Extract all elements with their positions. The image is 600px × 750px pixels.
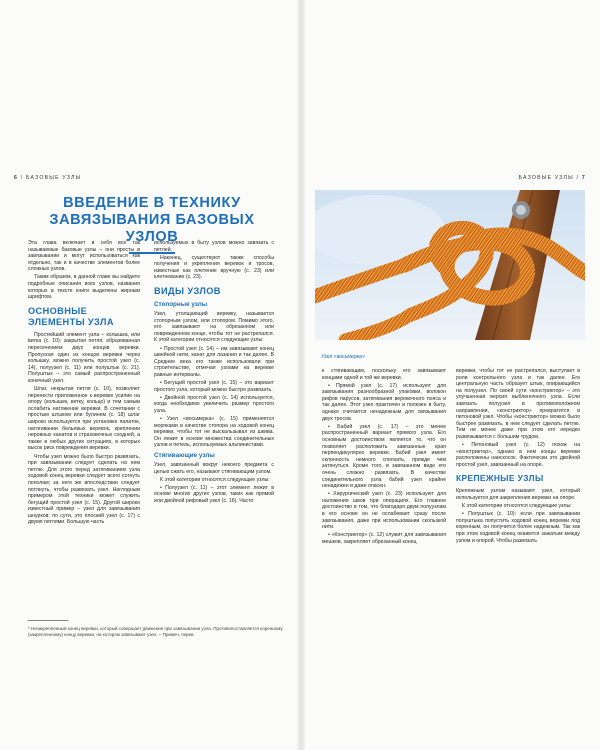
- page-gutter: [297, 0, 305, 750]
- paragraph-weaving: Наконец, существуют также способы получения и укрепления веревок и тросов, известные как плетение вручную (с. 23) или клетневание (с. 23).: [154, 254, 274, 281]
- footnote: * Незакрепленный конец веревки, который совершает движение при завязывании узла. Противопоставляется коренному (закрепленному) концу веревки, на котором завязывают узел. – Примеч. перев.: [28, 626, 283, 637]
- running-head-left: 6 / БАЗОВЫЕ УЗЛЫ: [14, 175, 82, 181]
- paragraph-binding-category: К этой категории относятся следующие узлы:: [160, 476, 270, 483]
- paragraph-shlag: Шлаг, некрытая петля (с. 10), позволяет перенести приложенное к веревке усилие на опору (колышек, ветку, кольцо) и тем самым ослабить натяжение веревки. В сочетании с простым штыком или булинем (с. 18) шлаг широко используется при установке палаток, натягивании бельевых веревок, креплении неровных канатов и страховочных сходней, а также в любых других ситуациях, в которых высок риск повреждения веревки.: [28, 386, 140, 452]
- paragraph-loop: Чтобы узел можно было быстро развязать, при завязывании следует сделать на нем петлю. Для этого перед затягиванием узла ходовой конец веревки следует всего согнуть пополам; за него же впоследствии следует потянуть, чтобы развязать узел. Наглядным примером этой техники может служить бегущий простой узел (с. 15). Другой широко известный пример – узел для завязывания шнурков: по сути, это плоский узел (с. 17) с двумя петлями. Большую часть: [28, 453, 140, 526]
- paragraph-binding-continuation: к стягивающим, поскольку его завязывают концами одной и той же веревки.: [322, 368, 446, 381]
- subheading-stopper-knots: Стопорные узлы: [154, 301, 208, 309]
- running-head-right-text: БАЗОВЫЕ УЗЛЫ: [518, 175, 574, 181]
- right-page-column-1: [322, 368, 446, 547]
- footnote-rule: [28, 620, 68, 621]
- running-head-left-text: БАЗОВЫЕ УЗЛЫ: [26, 175, 82, 181]
- section-heading-basic-elements: ОСНОВНЫЕ ЭЛЕМЕНТЫ УЗЛА: [28, 305, 114, 327]
- right-page-column-2: [456, 368, 580, 546]
- bullet-figure-eight: • Узел «восьмерка» (с. 15) применяется моряками в качестве стопора на ходовой конец веревки, чтобы тот не выскальзывал из шкива. Он лежит в основе множества соединительных узлов и петель, используемых альпинистами.: [154, 415, 274, 449]
- paragraph-continuation: используемых в быту узлов можно завязать с петлей.: [154, 240, 274, 253]
- paragraph-stopper-intro: Узел, утолщающий веревку, называется стопорным узлом, или стопором. Помимо этого, его завязывают на обрезанном или поврежденном конце, чтобы тот не растрепался. К этой категории относятся следующие узлы:: [154, 311, 274, 344]
- intro-paragraph: Эта глава включает в себя все так называемые базовые узлы – они просты в завязывании и могут использоваться как отдельно, так и в качестве элементов более сложных узлов.: [28, 240, 140, 273]
- knot-illustration: [315, 190, 585, 340]
- page-number-right: 7: [581, 175, 586, 181]
- left-page-column-2: [154, 240, 274, 506]
- figure-eight-knot-photo: [315, 190, 585, 340]
- chapter-title-text: ВВЕДЕНИЕ В ТЕХНИКУ ЗАВЯЗЫВАНИЯ БАЗОВЫХ УЗЛОВ: [49, 195, 255, 245]
- page-number-left: 6: [14, 175, 19, 181]
- paragraph-colyshka: Простейший элемент узла – колышка, или витка (с. 10): закрытая петля, образованная пересечением двух концов веревки. Пропуская один из концов веревки через колышку, можно получить простой узел (с. 14), полуузел (с. 11) или полуштык (с. 21). Полуштык – это самый распространенный конечный узел.: [28, 331, 140, 384]
- bullet-simple-knot: • Простой узел (с. 14) – им завязывают конец швейной нити, канат для лазания и так далее. В Средние века его также использовали при строительстве, отмечая узлами на веревке равные интервалы.: [154, 345, 274, 378]
- bullet-half-hitch: • Полуштык (с. 10): если при завязывании полуштыка попустить ходовой конец веревки под коренным, он получится более надежным. Так как при этом ходовой конец окажется зажатым между узлом и опорой. Чтобы развязать: [456, 511, 580, 544]
- bullet-square-knot: • Прямой узел (с. 17) используют для завязывания разнообразной упаковки, волокон рифов парусов, затягивания веревочного пояса и так далее. Этот узел практичен и полезен в быту, однако считается ненадежным для связывания двух тросов.: [322, 382, 446, 422]
- photo-caption: Узел «восьмерка»: [321, 354, 365, 360]
- bullet-slip-knot: • Бегущий простой узел (с. 15) – это вариант простого узла, который можно быстро развязать.: [154, 380, 274, 393]
- section-heading-knot-types: ВИДЫ УЗЛОВ: [154, 286, 221, 297]
- intro-paragraph-2: Таким образом, в данной главе вы найдете подробные описания всех узлов, названия которых в тексте книги выделены жирным шрифтом.: [28, 274, 140, 301]
- subheading-binding-knots: Стягивающие узлы: [154, 451, 215, 459]
- paragraph-binding-intro: Узел, завязанный вокруг некоего предмета с целью сжать его, называют стягивающим узлом.: [154, 461, 274, 475]
- bullet-half-knot: • Полуузел (с. 11) – этот элемент лежит в основе многих других узлов, таких как прямой или двойной рифовый узел (с. 16). Часто: [154, 484, 274, 504]
- paragraph-hitch-intro: Крепежным узлом называют узел, который используется для закрепления веревки на опоре.: [456, 488, 580, 501]
- paragraph-hitch-category: К этой категории относятся следующие узлы:: [462, 503, 572, 510]
- running-head-right: БАЗОВЫЕ УЗЛЫ / 7: [518, 175, 586, 181]
- bullet-constrictor: • «Констриктор» (с. 12) служит для завязывания мешков, закрепляет обрезанный конец: [322, 532, 446, 545]
- bullet-surgeon-knot: • Хирургический узел (с. 23) используют для наложения швов при операциях. Его главное достоинство в том, что благодаря двум полуузлам в его основе он не ослабевает сразу после завязывания, даже при использовании скользкой нити.: [322, 491, 446, 531]
- left-page-column-1: [28, 240, 140, 528]
- bullet-double-knot: • Двойной простой узел (с. 14) используется, когда необходимо увеличить размер простого узла.: [154, 394, 274, 414]
- section-heading-hitch-knots: КРЕПЕЖНЫЕ УЗЛЫ: [456, 473, 544, 484]
- bullet-granny-knot: • Бабий узел (с. 17) – это менее распространенный вариант прямого узла. Его основным достоинством является то, что он позволяет расположить завязанные края перпендикулярно веревке. Бабий узел имеет склонность немного сползать, прежде чем затянуться. Кроме того, в завязанном виде его очень сложно развязать. В качестве соединительного узла бабий узел крайне ненадежен и даже опасен.: [322, 423, 446, 490]
- paragraph-constrictor-continuation: веревки, чтобы тот не растрепался, выступает в роли контрольного узла и так далее. Его центральную часть образует штык, опирающийся на полуузел. По своей сути «констриктор» – это улучшенная версия выбленочного узла. Если завязать полуузел в противоположном направлении, «констриктор» превратится в питоновой узел. Чтобы «констриктор» можно было быстрее развязать, в нем следует сделать петлю. Тем не менее даже при этом его нередко развязывается с большим трудом.: [456, 368, 580, 440]
- bullet-python-knot: • Питоновый узел (с. 12) похож на «констриктор», однако в нем концы веревки расположены наискосок. Фактически это двойной простой узел, завязанный на опоре.: [456, 442, 580, 468]
